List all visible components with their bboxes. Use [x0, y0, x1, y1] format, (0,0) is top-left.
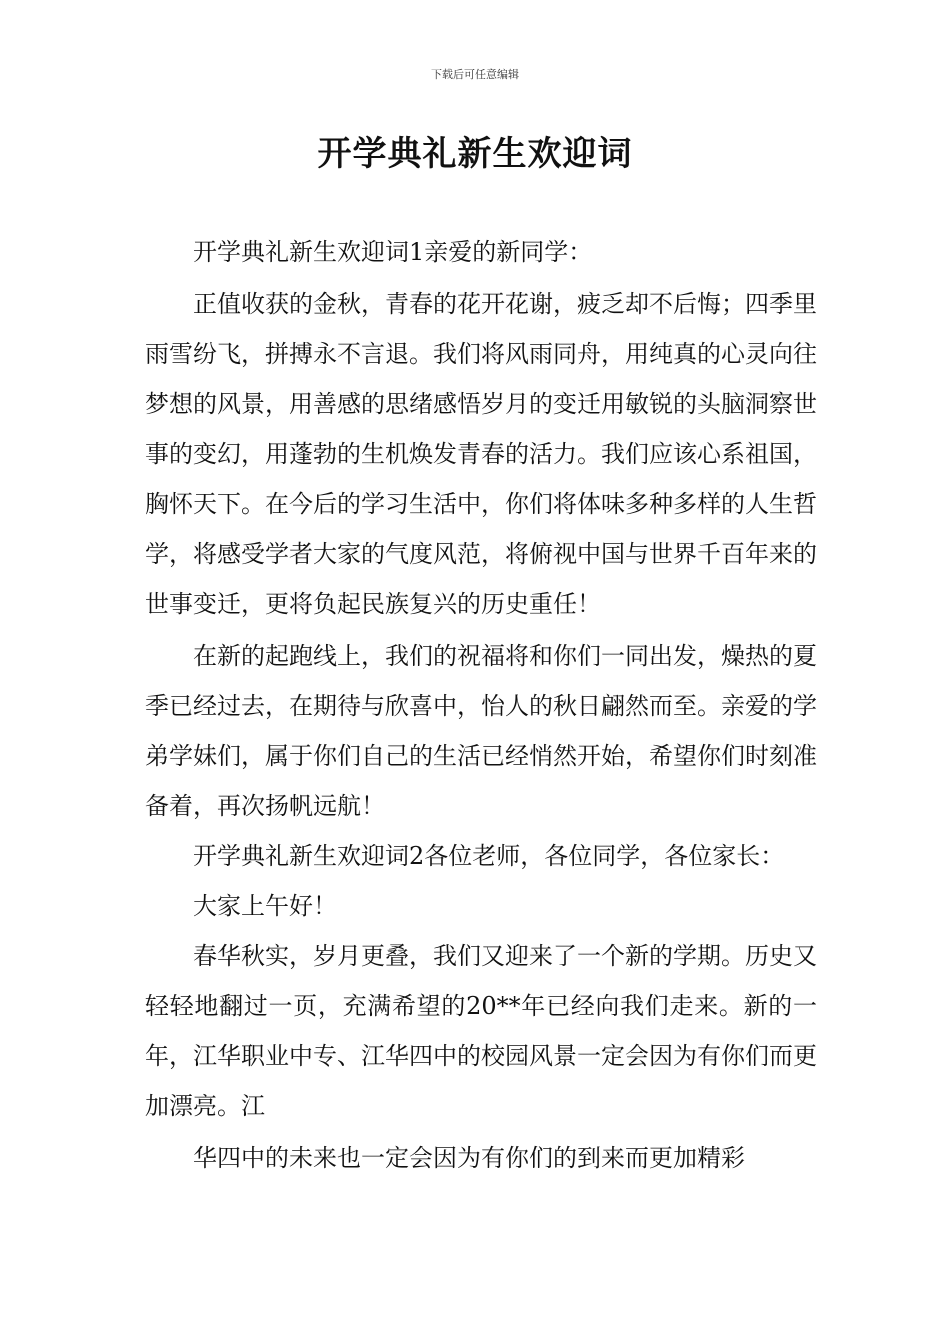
document-title: 开学典礼新生欢迎词: [317, 134, 633, 174]
paragraph: 正值收获的金秋，青春的花开花谢，疲乏却不后悔；四季里雨雪纷飞，拼搏永不言退。我们将风雨同舟，用纯真的心灵向往梦想的风景，用善感的思绪感悟岁月的变迁用敏锐的头脑洞察世事的变幻，用蓬勃的生机焕发青春的活力。我们应该心系祖国，胸怀天下。在今后的学习生活中，你们将体味多种多样的人生哲学，将感受学者大家的气度风范，将俯视中国与世界千百年来的世事变迁，更将负起民族复兴的历史重任！: [145, 290, 817, 618]
paragraph: 大家上午好！: [193, 892, 337, 920]
document-body: [145, 227, 817, 1183]
paragraph: 在新的起跑线上，我们的祝福将和你们一同出发，燥热的夏季已经过去，在期待与欣喜中，怡人的秋日翩然而至。亲爱的学弟学妹们，属于你们自己的生活已经悄然开始，希望你们时刻准备着，再次扬帆远航！: [145, 642, 817, 820]
header-note: 下载后可任意编辑: [431, 68, 519, 81]
paragraph: 开学典礼新生欢迎词1亲爱的新同学：: [193, 238, 593, 266]
paragraph: 华四中的未来也一定会因为有你们的到来而更加精彩: [193, 1144, 745, 1172]
paragraph: 春华秋实，岁月更叠，我们又迎来了一个新的学期。历史又轻轻地翻过一页，充满希望的20**年已经向我们走来。新的一年，江华职业中专、江华四中的校园风景一定会因为有你们而更加漂亮。江: [145, 942, 817, 1120]
paragraph: 开学典礼新生欢迎词2各位老师，各位同学，各位家长：: [193, 842, 785, 870]
